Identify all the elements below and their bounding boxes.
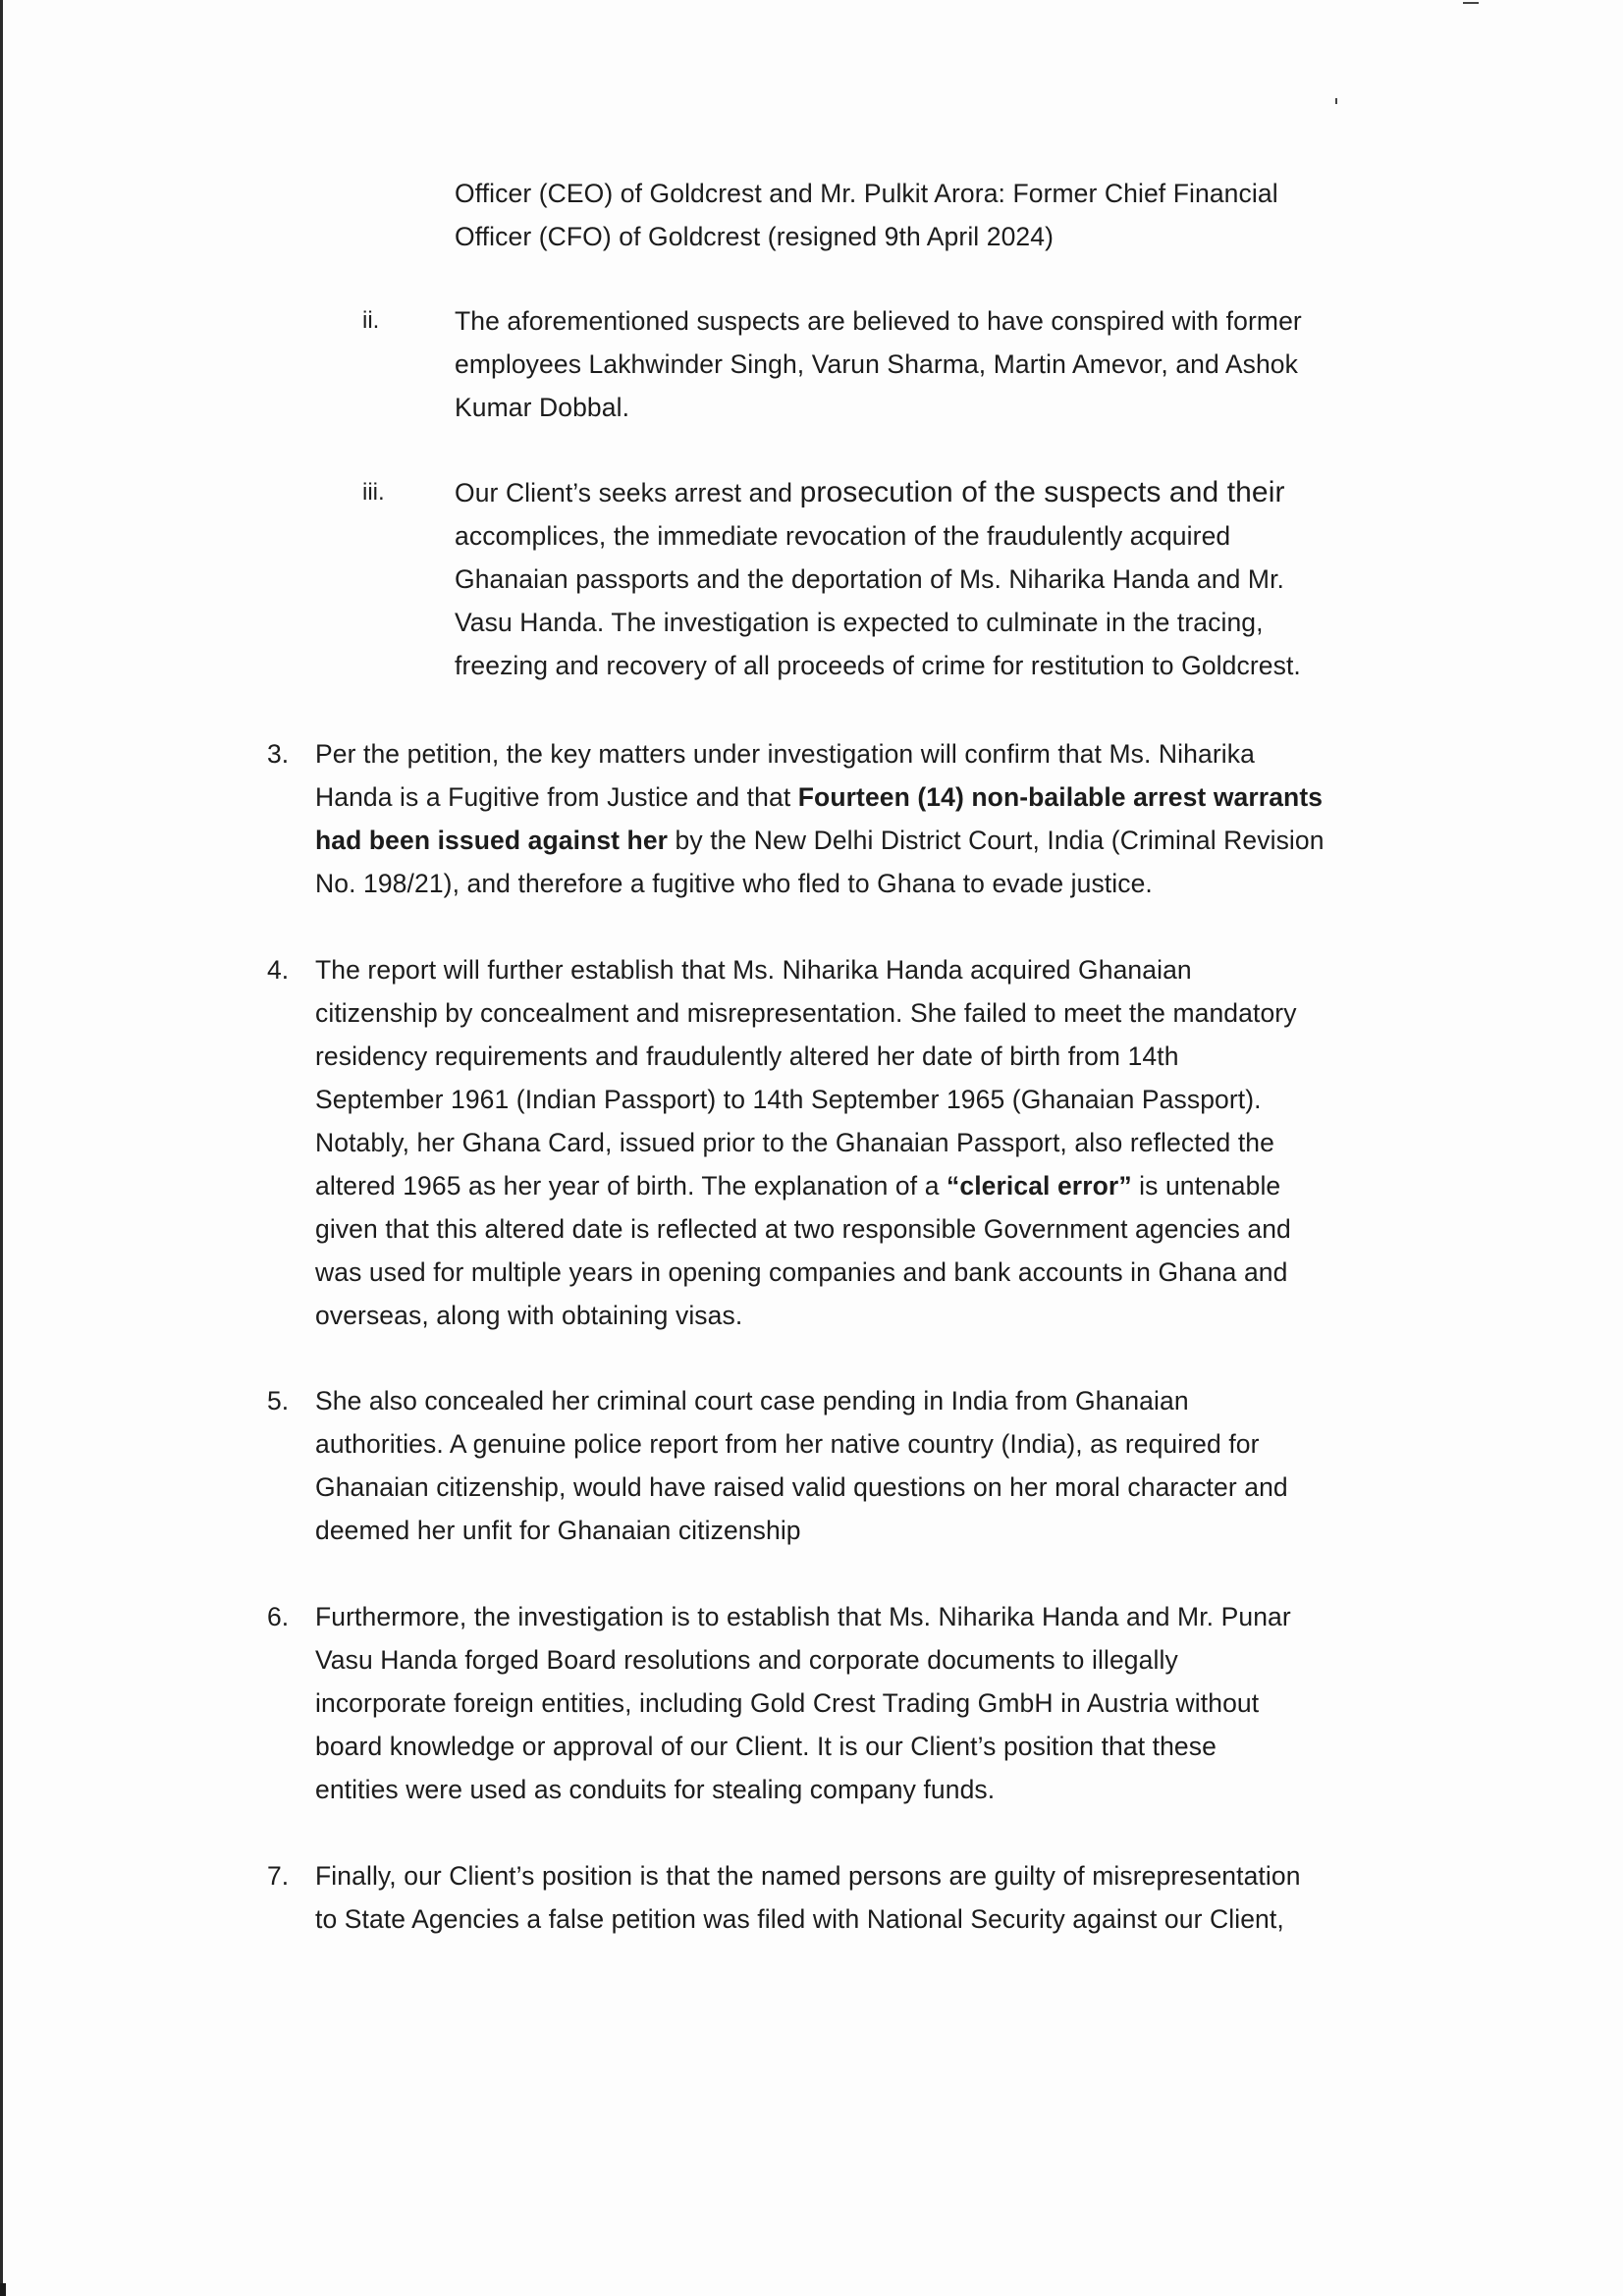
paragraph-4: [315, 948, 1297, 1337]
paragraph-line: Furthermore, the investigation is to establish that Ms. Niharika Handa and Mr. Punar: [315, 1602, 1291, 1631]
paragraph-line-part: altered 1965 as her year of birth. The explanation of a: [315, 1171, 947, 1201]
sub-item-ii-text: [455, 299, 1302, 429]
paragraph-number: 7.: [267, 1861, 290, 1891]
paragraph-line: citizenship by concealment and misrepresentation. She failed to meet the mandatory: [315, 998, 1297, 1028]
paragraph-7: [315, 1854, 1301, 1941]
paragraph-number: 3.: [267, 739, 290, 769]
paragraph-line-part: Handa is a Fugitive from Justice and that: [315, 782, 798, 812]
paragraph-line: overseas, along with obtaining visas.: [315, 1301, 743, 1330]
sub-item-line: accomplices, the immediate revocation of the fraudulently acquired: [455, 521, 1231, 551]
paragraph-number: 6.: [267, 1602, 290, 1631]
sub-item-line: Vasu Handa. The investigation is expected to culminate in the tracing,: [455, 608, 1264, 637]
bold-text: Fourteen (14) non-bailable arrest warrants: [797, 782, 1324, 812]
scan-mark: [0, 2283, 6, 2296]
scan-mark: [1335, 98, 1337, 104]
paragraph-line: was used for multiple years in opening companies and bank accounts in Ghana and: [315, 1257, 1288, 1287]
paragraph-line: [315, 775, 1325, 819]
sub-item-line: Ghanaian passports and the deportation of Ms. Niharika Handa and Mr.: [455, 564, 1284, 594]
paragraph-line-part: is untenable: [1131, 1171, 1281, 1201]
paragraph-line: board knowledge or approval of our Client. It is our Client’s position that these: [315, 1732, 1217, 1761]
paragraph-number: 4.: [267, 955, 290, 985]
paragraph-line: given that this altered date is reflected at two responsible Government agencies and: [315, 1214, 1291, 1244]
sub-item-number: iii.: [362, 479, 385, 506]
paragraph-line: residency requirements and fraudulently altered her date of birth from 14th: [315, 1041, 1179, 1071]
paragraph-line: No. 198/21), and therefore a fugitive who fled to Ghana to evade justice.: [315, 869, 1153, 898]
sub-item-line-part: Our Client’s seeks arrest and: [455, 478, 800, 507]
sub-item-line: The aforementioned suspects are believed to have conspired with former: [455, 306, 1302, 336]
paragraph-line: Notably, her Ghana Card, issued prior to the Ghanaian Passport, also reflected the: [315, 1128, 1274, 1157]
sub-item-line: freezing and recovery of all proceeds of crime for restitution to Goldcrest.: [455, 651, 1301, 680]
bold-text: had been issued against her: [315, 826, 669, 855]
paragraph-line: She also concealed her criminal court case pending in India from Ghanaian: [315, 1386, 1189, 1415]
paragraph-line: [315, 819, 1325, 862]
paragraph-line-part: by the New Delhi District Court, India (Criminal Revision: [668, 826, 1325, 855]
paragraph-5: [315, 1379, 1288, 1552]
paragraph-line: entities were used as conduits for stealing company funds.: [315, 1775, 996, 1804]
sub-item-line: [455, 471, 1301, 514]
sub-item-line-part: prosecution of the suspects and their: [799, 476, 1285, 508]
intro-line: Officer (CFO) of Goldcrest (resigned 9th April 2024): [455, 222, 1055, 251]
paragraph-line: deemed her unfit for Ghanaian citizenship: [315, 1516, 801, 1545]
paragraph-line: [315, 1164, 1297, 1207]
paragraph-line: incorporate foreign entities, including Gold Crest Trading GmbH in Austria without: [315, 1688, 1260, 1718]
intro-line: Officer (CEO) of Goldcrest and Mr. Pulkit Arora: Former Chief Financial: [455, 179, 1278, 208]
paragraph-line: authorities. A genuine police report from her native country (India), as required for: [315, 1429, 1260, 1459]
scan-edge: [0, 0, 3, 2296]
paragraph-line: September 1961 (Indian Passport) to 14th September 1965 (Ghanaian Passport).: [315, 1085, 1262, 1114]
paragraph-line: Per the petition, the key matters under investigation will confirm that Ms. Niharika: [315, 739, 1255, 769]
paragraph-number: 5.: [267, 1386, 290, 1415]
sub-item-number: ii.: [362, 307, 380, 334]
paragraph-3: [315, 732, 1325, 905]
sub-item-line: employees Lakhwinder Singh, Varun Sharma, Martin Amevor, and Ashok: [455, 349, 1298, 379]
sub-item-line: Kumar Dobbal.: [455, 393, 630, 422]
paragraph-line: to State Agencies a false petition was filed with National Security against our Client,: [315, 1904, 1284, 1934]
paragraph-line: Ghanaian citizenship, would have raised valid questions on her moral character and: [315, 1472, 1288, 1502]
paragraph-line: Finally, our Client’s position is that the named persons are guilty of misrepresentation: [315, 1861, 1301, 1891]
scan-mark: [1463, 2, 1479, 4]
paragraph-6: [315, 1595, 1291, 1811]
paragraph-line: The report will further establish that Ms. Niharika Handa acquired Ghanaian: [315, 955, 1192, 985]
bold-text: “clerical error”: [947, 1171, 1132, 1201]
sub-item-iii-text: [455, 471, 1301, 687]
intro-text: [455, 172, 1278, 258]
paragraph-line: Vasu Handa forged Board resolutions and corporate documents to illegally: [315, 1645, 1178, 1675]
